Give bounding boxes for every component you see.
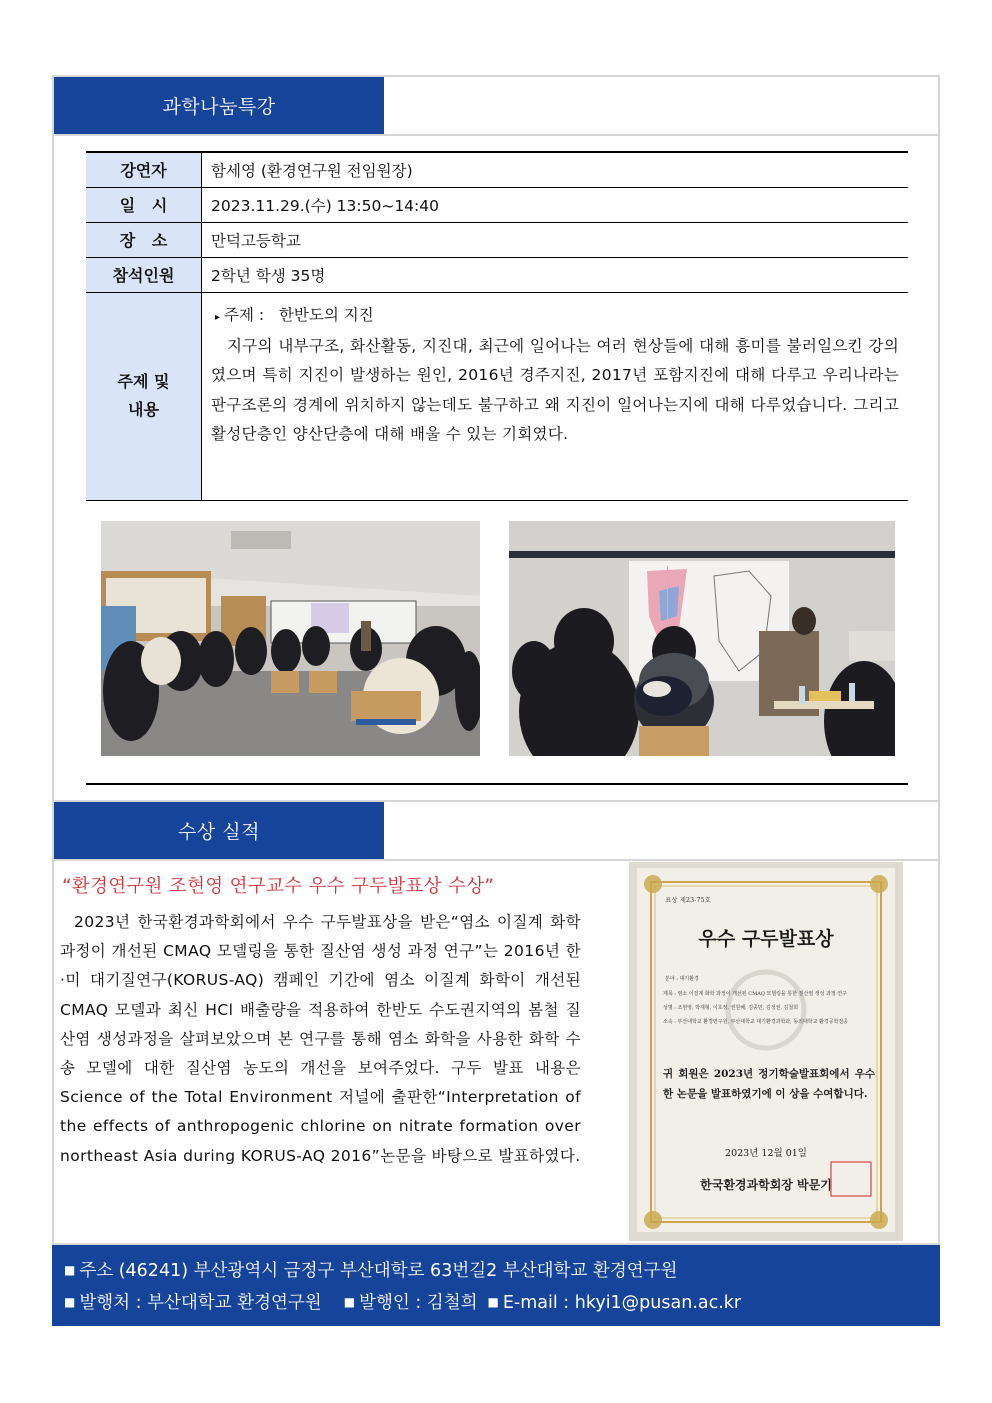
label-speaker: 강연자 (86, 152, 202, 187)
certificate-image (629, 862, 903, 1241)
footer-issuer: 발행인 : 김철희 (359, 1293, 478, 1313)
certificate-names: 성명 : 조현영, 박재형, 이호정, 권원혜, 김종민, 김정권, 김철희 (663, 1005, 799, 1011)
topic-line (215, 301, 899, 332)
certificate-title: 우수 구두발표상 (698, 928, 834, 950)
footer-address-line (64, 1255, 940, 1287)
certificate-field: 분야 : 대기환경 (665, 976, 699, 982)
footer-address: 주소 (46241) 부산광역시 금정구 부산대학로 63번길2 부산대학교 환경연구원 (79, 1261, 678, 1281)
value-location: 만덕고등학교 (202, 222, 909, 257)
lecture-description: 지구의 내부구조, 화산활동, 지진대, 최근에 일어나는 여러 현상들에 대해 흥미를 불러일으킨 강의였으며 특히 지진이 발생하는 원인, 2016년 경주지진, 2017년 포함지진에 대해 다루고 우리나라는 판구조론의 경계에 위치하지 않는데도 불구하고 왜 지진이 일어나는지에 대해 다루었습니다. 그리고 활성단층인 양산단층에 대해 배울 수 있는 기회였다. (211, 336, 899, 443)
footer (52, 1245, 940, 1326)
certificate-number: 표상 제23-75호 (665, 896, 711, 904)
label-location: 장 소 (86, 222, 202, 257)
section-header-frame (52, 75, 940, 136)
section-title-awards: 수상 실적 (54, 802, 384, 859)
classroom-photo-image (101, 521, 480, 756)
label-line: 주제 및 (117, 372, 170, 391)
certificate-affiliation: 소속 : 부산대학교 환경연구원, 부산대학교 대기환경과학과, 동의대학교 환경공학전공 (663, 1019, 849, 1025)
lecture-photo-image (509, 521, 895, 756)
value-datetime: 2023.11.29.(수) 13:50~14:40 (202, 187, 909, 222)
triangle-bullet-icon: ▸ (215, 311, 221, 323)
section-title-science-lecture: 과학나눔특강 (54, 77, 384, 134)
square-bullet-icon: ■ (64, 1263, 76, 1277)
label-datetime: 일 시 (86, 187, 202, 222)
footer-publisher: 발행처 : 부산대학교 환경연구원 (79, 1293, 322, 1313)
square-bullet-icon: ■ (64, 1295, 76, 1309)
table-row (86, 257, 908, 292)
certificate-date: 2023년 12월 01일 (725, 1148, 807, 1159)
award-description: 2023년 한국환경과학회에서 우수 구두발표상을 받은“염소 이질계 화학 과정이 개선된 CMAQ 모델링을 통한 질산염 생성 과정 연구”는 2016년 한·미 대기질연구(KORUS-AQ) 캠페인 기간에 염소 이질계 화학이 개선된 CMAQ 모델과 최신 HCl 배출량을 적용하여 한반도 수도권지역의 봄철 질산염 생성과정을 살펴보았으며 본 연구를 통해 염소 화학을 사용한 화학 수송 모델에 대한 질산염 농도의 개선을 보여주었다. 구두 발표 내용은 Science of the Total Environment 저널에 출판한“Interpretation of the effects of anthropogenic chlorine on nitrate formation over northeast Asia during KORUS-AQ 2016”논문을 바탕으로 발표하였다. (60, 913, 581, 1165)
table-row (86, 152, 908, 187)
lecture-photo (509, 521, 895, 756)
table-row (86, 187, 908, 222)
footer-publisher-line (64, 1287, 940, 1319)
value-speaker: 함세영 (환경연구원 전임원장) (202, 152, 909, 187)
certificate-issuer: 한국환경과학회장 박문기 (700, 1178, 832, 1192)
label-line: 내용 (128, 400, 159, 419)
certificate-message: 귀 회원은 2023년 정기학술발표회에서 우수한 논문을 발표하였기에 이 상을 수여합니다. (663, 1068, 875, 1100)
label-topic-content (86, 292, 202, 500)
classroom-photo (101, 521, 480, 756)
label-attendees: 참석인원 (86, 257, 202, 292)
certificate-subject: 제목 : 염소 이질계 화학 과정이 개선된 CMAQ 모델링을 통한 질산염 생성 과정 연구 (663, 991, 847, 997)
table-row (86, 292, 908, 500)
square-bullet-icon: ■ (487, 1295, 499, 1309)
table-row (86, 222, 908, 257)
award-certificate-photo (629, 862, 903, 1241)
section-header-frame (52, 800, 940, 861)
value-attendees: 2학년 학생 35명 (202, 257, 909, 292)
lecture-info-table (86, 151, 908, 501)
topic-text: 주제 : 한반도의 지진 (224, 305, 374, 324)
section-divider (86, 783, 908, 785)
award-headline: “환경연구원 조현영 연구교수 우수 구두발표상 수상” (62, 876, 495, 897)
footer-email[interactable]: E-mail : hkyi1@pusan.ac.kr (502, 1293, 742, 1313)
square-bullet-icon: ■ (343, 1295, 356, 1309)
topic-content-cell (202, 292, 909, 500)
